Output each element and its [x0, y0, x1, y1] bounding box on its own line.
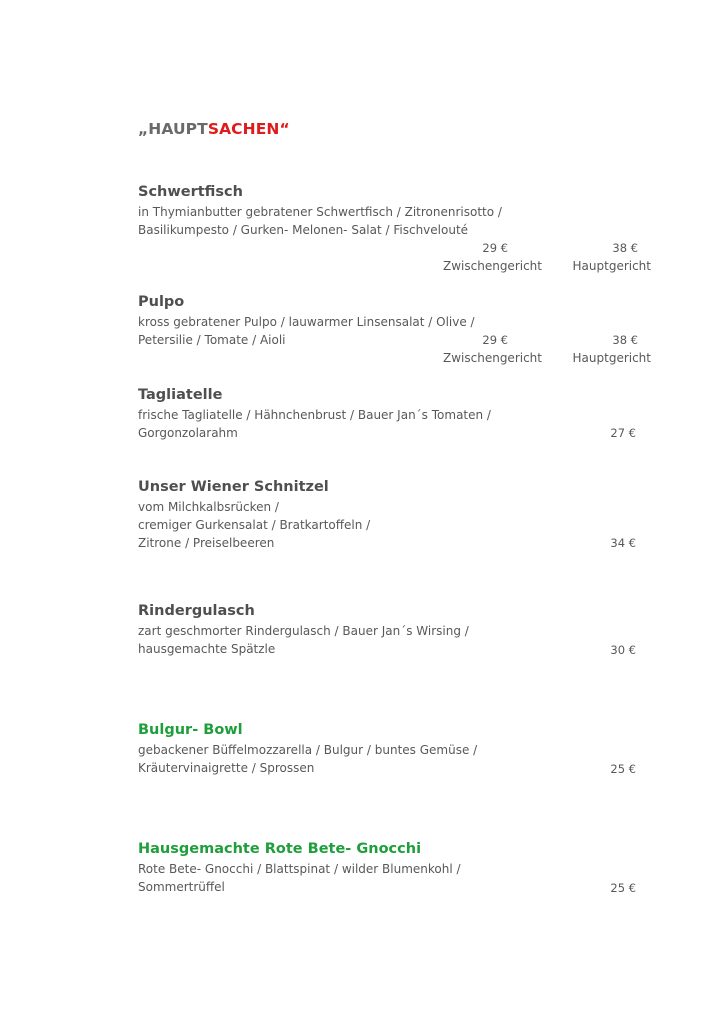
dish-description: Rote Bete- Gnocchi / Blattspinat / wilder Blumenkohl / Sommertrüffel — [138, 862, 461, 894]
dish-description: vom Milchkalbsrücken / cremiger Gurkensalat / Bratkartoffeln / Zitrone / Preiselbeeren — [138, 500, 371, 550]
price-zwischengericht: 29 € — [482, 333, 508, 347]
dish-description: gebackener Büffelmozzarella / Bulgur / buntes Gemüse / Kräutervinaigrette / Sprossen — [138, 743, 478, 775]
dish-name: Bulgur- Bowl — [138, 722, 243, 738]
page-title-prefix: „HAUPT — [138, 120, 208, 138]
price-zwischengericht: 29 € — [482, 241, 508, 255]
menu-item-schwertfisch — [138, 182, 658, 239]
price: 25 € — [610, 762, 636, 776]
dish-name: Tagliatelle — [138, 387, 223, 403]
dish-name: Schwertfisch — [138, 184, 243, 200]
label-hauptgericht: Hauptgericht — [572, 351, 651, 365]
price-hauptgericht: 38 € — [612, 241, 638, 255]
dish-name: Pulpo — [138, 294, 185, 310]
page-title-accent: SACHEN“ — [207, 120, 290, 138]
price: 30 € — [610, 643, 636, 657]
dish-name: Rindergulasch — [138, 603, 255, 619]
label-hauptgericht: Hauptgericht — [572, 259, 651, 273]
dish-description: kross gebratener Pulpo / lauwarmer Linsensalat / Olive / Petersilie / Tomate / Aioli — [138, 315, 475, 347]
dish-description: frische Tagliatelle / Hähnchenbrust / Bauer Jan´s Tomaten / Gorgonzolarahm — [138, 408, 491, 440]
dish-name: Unser Wiener Schnitzel — [138, 479, 329, 495]
dish-description: zart geschmorter Rindergulasch / Bauer Jan´s Wirsing / hausgemachte Spätzle — [138, 624, 469, 656]
label-zwischengericht: Zwischengericht — [443, 351, 542, 365]
price-hauptgericht: 38 € — [612, 333, 638, 347]
label-zwischengericht: Zwischengericht — [443, 259, 542, 273]
price: 34 € — [610, 536, 636, 550]
page-title — [138, 120, 290, 138]
price: 27 € — [610, 426, 636, 440]
price: 25 € — [610, 881, 636, 895]
dish-description: in Thymianbutter gebratener Schwertfisch / Zitronenrisotto / Basilikumpesto / Gurken- Melonen- Salat / Fischvelouté — [138, 205, 502, 237]
dish-name: Hausgemachte Rote Bete- Gnocchi — [138, 841, 422, 857]
